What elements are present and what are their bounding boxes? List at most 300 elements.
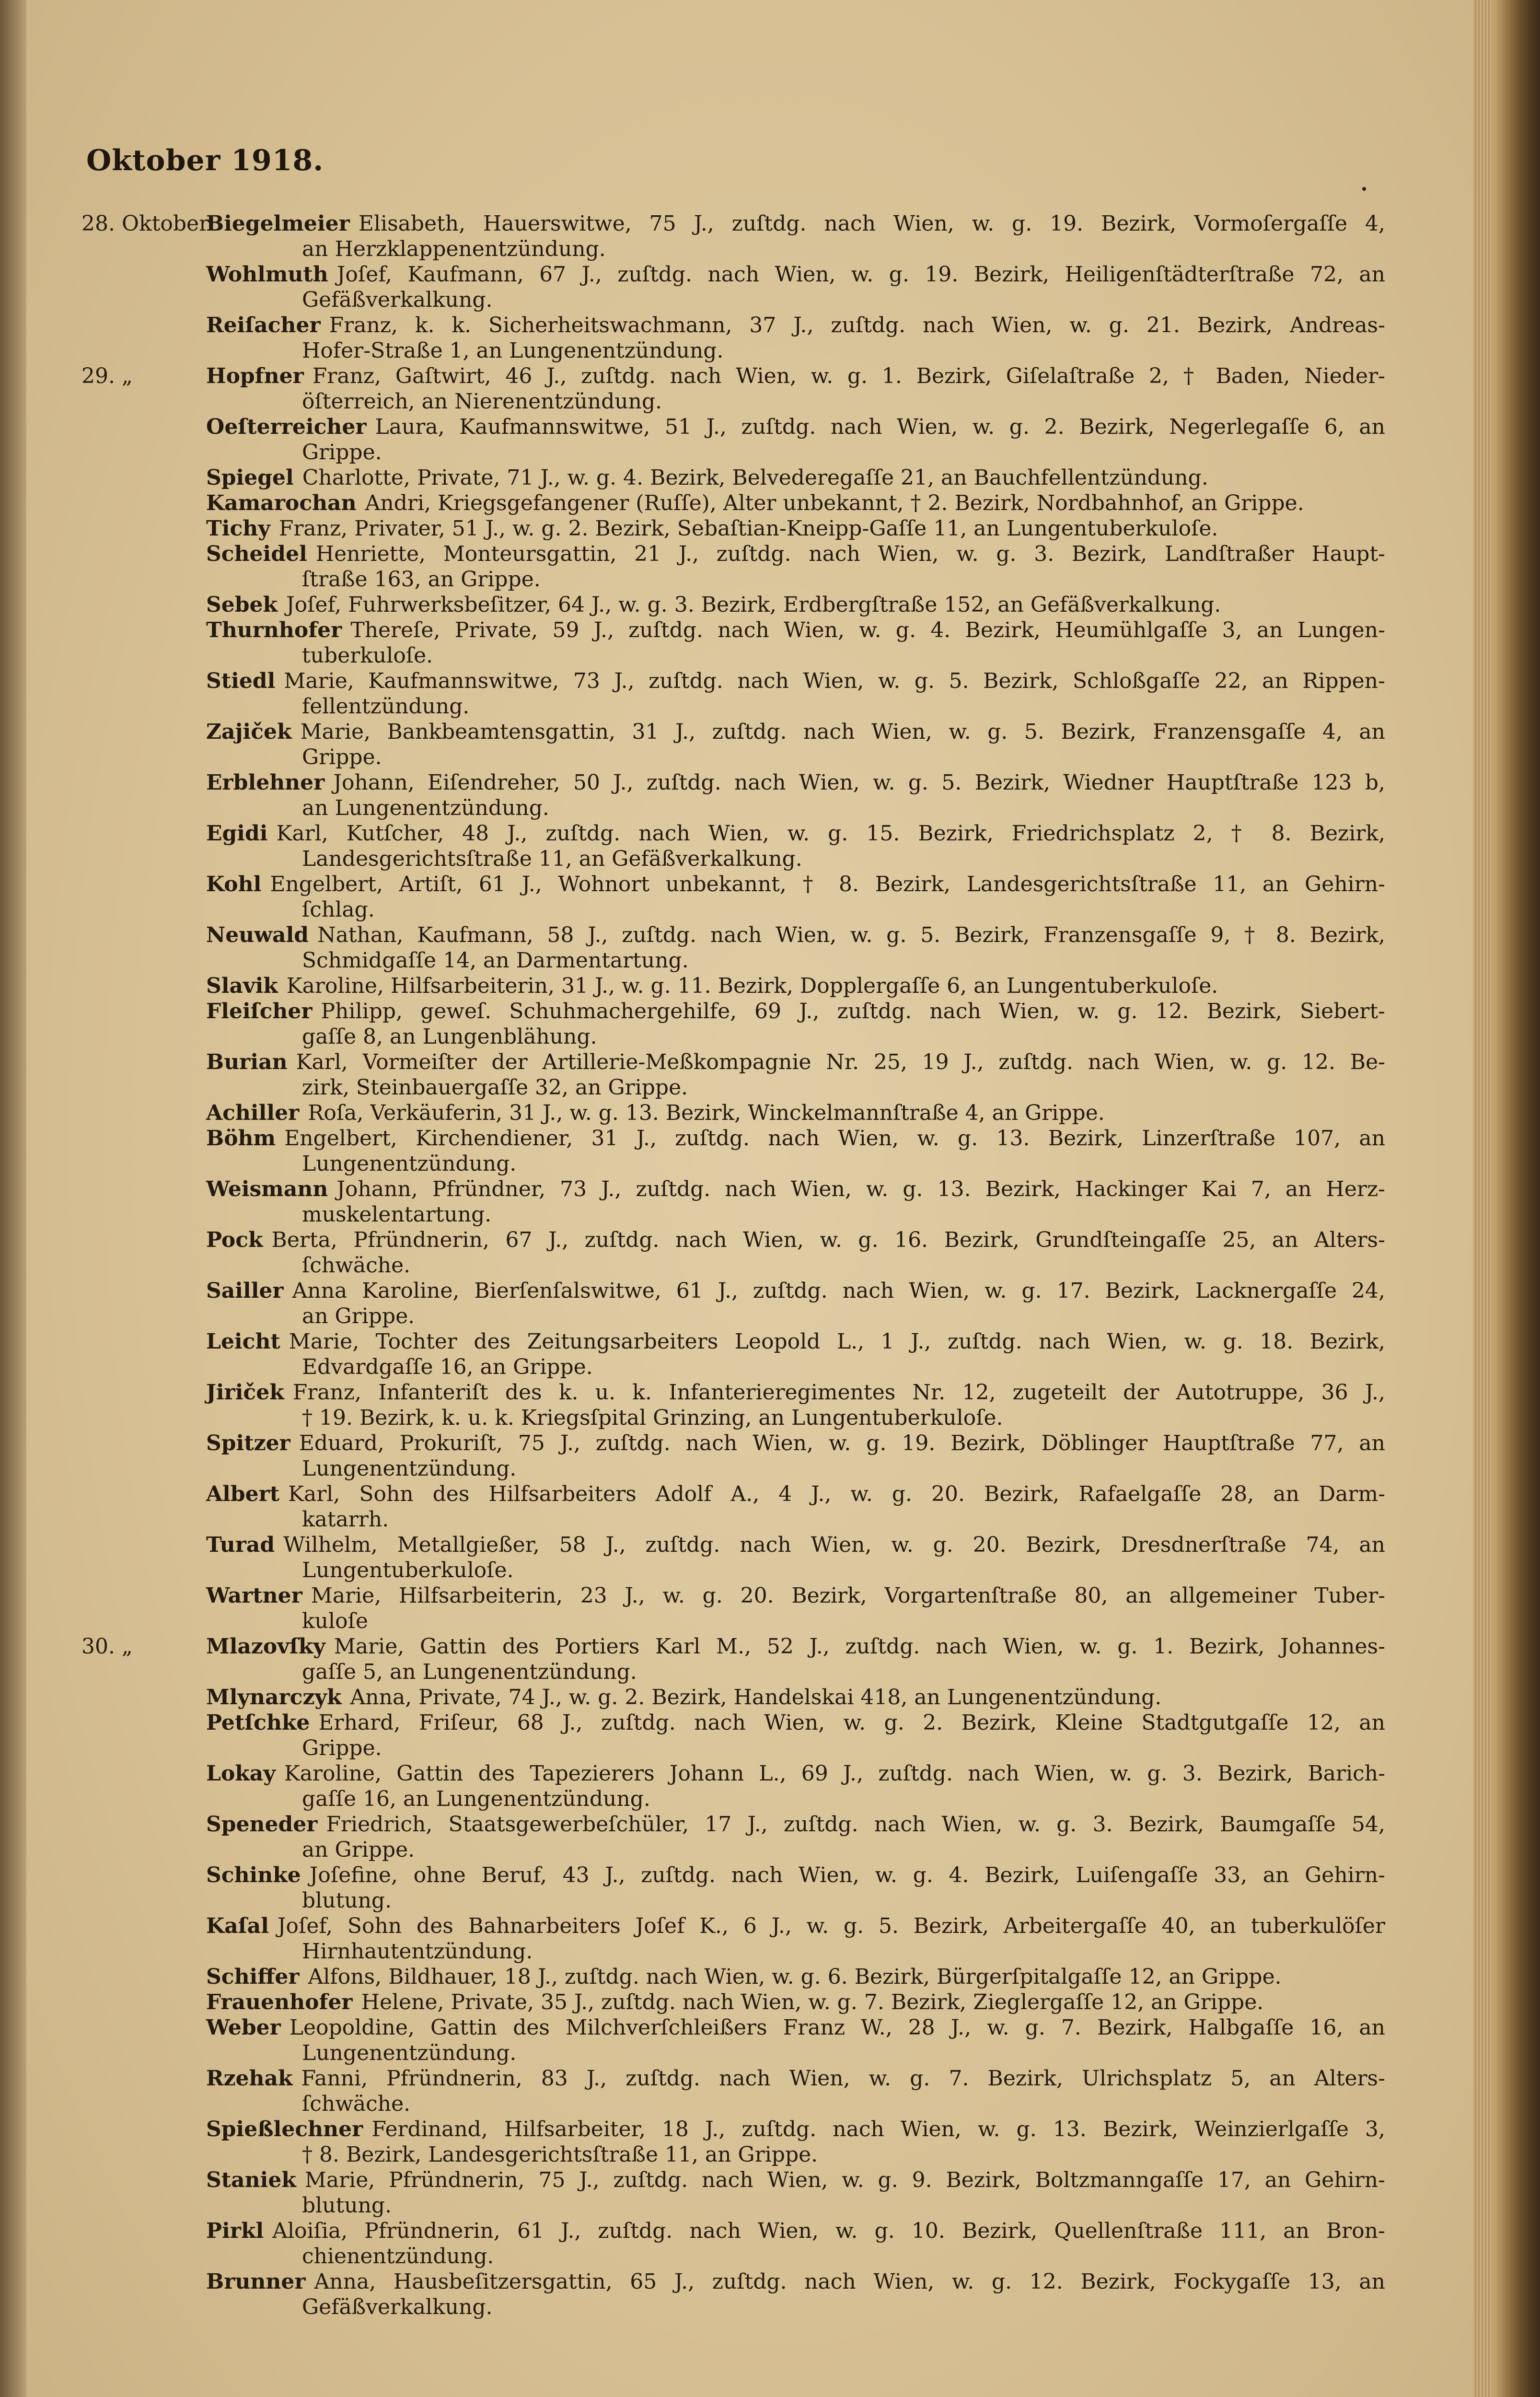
entry-first-line [206,1862,1385,1888]
entry-date: 29. „ [81,364,133,388]
entry-body [206,211,1385,262]
entry-date [81,1685,206,1710]
entry-surname: Mlynarczyk [206,1685,342,1710]
entry-surname: Pock [206,1228,263,1252]
entry-details: Karoline, Hilfsarbeiterin, 31 J., w. g. 11. Bezirk, Dopplergaſſe 6, an Lungentuberkuloſe. [286,974,1218,998]
entry-surname: Neuwald [206,923,309,947]
entry-body [206,1227,1385,1278]
register-entry [81,465,1385,490]
entry-details: Eduard, Prokuriſt, 75 J., zuſtdg. nach Wien, w. g. 19. Bezirk, Döblinger Hauptſtraße 77, an [299,1431,1385,1455]
entry-details: Karl, Sohn des Hilfsarbeiters Adolf A., 4 J., w. g. 20. Bezirk, Rafaelgaſſe 28, an Darm- [288,1482,1385,1506]
register-entry [81,516,1385,541]
entry-continuation: Hofer-Straße 1, an Lungenentzündung. [302,338,724,363]
entry-continuation: öſterreich, an Nierenentzündung. [302,389,662,414]
entry-first-line [206,2167,1385,2193]
entry-first-line [206,262,1385,287]
entry-date [81,1710,206,1761]
entry-body [206,1761,1385,1812]
entry-surname: Leicht [206,1329,280,1354]
entry-first-line [206,1761,1385,1786]
entry-first-line [206,2269,1385,2294]
register-entry [81,592,1385,617]
entry-first-line [206,1227,1385,1253]
page-edges [1473,0,1492,2397]
register-entry [81,2117,1385,2167]
register-entry [81,821,1385,872]
entry-first-line [206,592,1385,617]
entry-continuation: an Herzklappenentzündung. [302,237,606,261]
entry-first-line [206,1990,1385,2015]
entry-first-line [206,1685,1385,1710]
entry-date [81,262,206,313]
entry-date [81,592,206,617]
entry-first-line [206,516,1385,541]
entry-date [81,414,206,465]
entry-body [206,872,1385,922]
entry-body [206,821,1385,872]
entry-details: Joſefine, ohne Beruf, 43 J., zuſtdg. nach Wien, w. g. 4. Bezirk, Luiſengaſſe 33, an Gehirn- [309,1863,1385,1887]
entry-continuation: Lungenentzündung. [302,1152,517,1176]
register-entry [81,1964,1385,1990]
entry-date [81,465,206,490]
entry-body [206,1532,1385,1583]
entry-details: Berta, Pfründnerin, 67 J., zuſtdg. nach Wien, w. g. 16. Bezirk, Grundſteingaſſe 25, an Alters- [271,1228,1385,1252]
entry-date [81,1913,206,1964]
entry-body [206,973,1385,999]
entry-body [206,1685,1385,1710]
entry-details: Franz, Privater, 51 J., w. g. 2. Bezirk, Sebaſtian-Kneipp-Gaſſe 11, an Lungentuberkuloſe. [278,516,1218,541]
entry-details: Franz, k. k. Sicherheitswachmann, 37 J., zuſtdg. nach Wien, w. g. 21. Bezirk, Andreas- [329,313,1385,337]
ink-speck [1362,187,1366,191]
entry-first-line [206,363,1385,389]
entry-body [206,262,1385,313]
entry-first-line [206,2066,1385,2091]
entry-surname: Speneder [206,1812,318,1837]
entry-continuation: Grippe. [302,745,382,769]
entry-body [206,2015,1385,2066]
entry-surname: Burian [206,1050,288,1074]
entry-details: Johann, Eiſendreher, 50 J., zuſtdg. nach Wien, w. g. 5. Bezirk, Wiedner Hauptſtraße 123 b, [333,770,1385,795]
entry-first-line [206,1964,1385,1990]
entry-continuation: Gefäßverkalkung. [302,288,493,312]
register-entry [81,973,1385,999]
entry-first-line [206,1532,1385,1558]
entry-continuation: muskelentartung. [302,1202,492,1227]
entry-body [206,1126,1385,1176]
entry-details: Friedrich, Staatsgewerbeſchüler, 17 J., zuſtdg. nach Wien, w. g. 3. Bezirk, Baumgaſſe 54, [326,1812,1385,1837]
entry-date [81,1761,206,1812]
entry-date [81,1583,206,1634]
entry-first-line [206,490,1385,516]
entry-date [81,2015,206,2066]
entry-date [81,541,206,592]
entry-body [206,2066,1385,2117]
entry-surname: Spitzer [206,1431,290,1455]
entry-date [81,872,206,922]
entry-first-line [206,1049,1385,1075]
entry-details: Helene, Private, 35 J., zuſtdg. nach Wien, w. g. 7. Bezirk, Zieglergaſſe 12, an Grippe. [361,1990,1264,2014]
entry-first-line [206,1100,1385,1126]
entry-details: Joſef, Fuhrwerksbeſitzer, 64 J., w. g. 3. Bezirk, Erdbergſtraße 152, an Gefäßverkalkung. [286,593,1221,617]
entry-body [206,1278,1385,1329]
entry-surname: Weber [206,2015,281,2040]
entry-body [206,541,1385,592]
entry-first-line [206,1913,1385,1939]
entry-surname: Rzehak [206,2066,293,2091]
entry-body [206,1913,1385,1964]
register-entry [81,1532,1385,1583]
entry-details: Philipp, geweſ. Schuhmachergehilfe, 69 J., zuſtdg. nach Wien, w. g. 12. Bezirk, Siebert- [321,999,1385,1024]
entry-surname: Egidi [206,821,268,846]
entry-details: Fanni, Pfründnerin, 83 J., zuſtdg. nach Wien, w. g. 7. Bezirk, Ulrichsplatz 5, an Alters- [301,2066,1385,2091]
entry-surname: Scheidel [206,542,307,566]
entry-surname: Wartner [206,1583,302,1608]
entry-surname: Weismann [206,1177,328,1201]
entry-date [81,1329,206,1380]
entry-surname: Achiller [206,1101,300,1125]
entry-date [81,2167,206,2218]
entry-body [206,1862,1385,1913]
entry-first-line [206,973,1385,999]
entry-first-line [206,1634,1385,1659]
entry-details: Engelbert, Artiſt, 61 J., Wohnort unbekannt, † 8. Bezirk, Landesgerichtsſtraße 11, an Gehirn- [270,872,1385,896]
entry-date [81,1862,206,1913]
register-entry [81,1761,1385,1812]
register-entry [81,262,1385,313]
entry-surname: Reiſacher [206,313,321,337]
entry-continuation: Hirnhautentzündung. [302,1939,533,1964]
entry-details: Aloiſia, Pfründnerin, 61 J., zuſtdg. nach Wien, w. g. 10. Bezirk, Quellenſtraße 111, an Bron- [272,2219,1385,2243]
entry-first-line [206,1380,1385,1405]
register-entry [81,1431,1385,1481]
entry-surname: Lokay [206,1761,276,1786]
entry-details: Marie, Tochter des Zeitungsarbeiters Leopold L., 1 J., zuſtdg. nach Wien, w. g. 18. Bezirk, [289,1329,1385,1354]
entry-first-line [206,541,1385,567]
entry-surname: Pirkl [206,2219,264,2243]
entry-first-line [206,1126,1385,1151]
entry-details: Franz, Infanteriſt des k. u. k. Infanterieregimentes Nr. 12, zugeteilt der Autotruppe, 36 J., [292,1380,1385,1405]
entry-continuation: Landesgerichtsſtraße 11, an Gefäßverkalkung. [302,847,802,871]
entry-details: Engelbert, Kirchendiener, 31 J., zuſtdg. nach Wien, w. g. 13. Bezirk, Linzerſtraße 107, an [284,1126,1385,1151]
entry-first-line [206,1710,1385,1735]
register-entry [81,2167,1385,2218]
entry-surname: Sailler [206,1279,284,1303]
entry-continuation: Schmidgaſſe 14, an Darmentartung. [302,948,689,973]
entry-details: Charlotte, Private, 71 J., w. g. 4. Bezirk, Belvederegaſſe 21, an Bauchfellentzündung. [302,465,1208,490]
entry-continuation: † 8. Bezirk, Landesgerichtsſtraße 11, an Grippe. [302,2142,818,2167]
entry-first-line [206,770,1385,795]
entry-first-line [206,617,1385,643]
entry-continuation: Lungentuberkuloſe. [302,1558,514,1582]
entry-continuation: Lungenentzündung. [302,2041,517,2065]
entry-continuation: an Grippe. [302,1304,415,1328]
entry-continuation: ſchwäche. [302,1253,411,1278]
entry-first-line [206,922,1385,948]
entry-details: Erhard, Friſeur, 68 J., zuſtdg. nach Wien, w. g. 2. Bezirk, Kleine Stadtgutgaſſe 12, an [318,1710,1385,1735]
entry-continuation: ſtraße 163, an Grippe. [302,567,541,592]
entry-surname: Jiriček [206,1380,284,1405]
entry-surname: Kohl [206,872,262,896]
register-entry [81,1913,1385,1964]
entry-continuation: katarrh. [302,1507,389,1532]
register-entry [81,1634,1385,1685]
entry-body [206,363,1385,414]
entry-body [206,770,1385,821]
entry-continuation: † 19. Bezirk, k. u. k. Kriegsſpital Grinzing, an Lungentuberkuloſe. [302,1406,1003,1430]
entry-surname: Biegelmeier [206,211,350,236]
entry-date [81,999,206,1049]
entry-body [206,1812,1385,1862]
entry-first-line [206,1278,1385,1303]
entry-date [81,2269,206,2320]
entry-date [81,2218,206,2269]
entry-body [206,1049,1385,1100]
entry-first-line [206,1583,1385,1608]
entry-surname: Slavik [206,974,278,998]
entry-date: 30. „ [81,1634,133,1659]
entry-date [81,516,206,541]
entry-details: Laura, Kaufmannswitwe, 51 J., zuſtdg. nach Wien, w. g. 2. Bezirk, Negerlegaſſe 6, an [375,415,1385,439]
entry-continuation: kuloſe [302,1609,368,1633]
register-entry [81,2269,1385,2320]
entry-body [206,1583,1385,1634]
register-entry [81,668,1385,719]
entry-continuation: ſchwäche. [302,2092,411,2116]
entry-first-line [206,719,1385,745]
entry-body [206,999,1385,1049]
entry-details: Karl, Kutſcher, 48 J., zuſtdg. nach Wien, w. g. 15. Bezirk, Friedrichsplatz 2, † 8. Bezirk, [276,821,1385,846]
entry-continuation: gaſſe 16, an Lungenentzündung. [302,1787,650,1811]
register-entry [81,770,1385,821]
entry-details: Elisabeth, Hauerswitwe, 75 J., zuſtdg. nach Wien, w. g. 19. Bezirk, Vormoſergaſſe 4, [358,211,1385,236]
entry-body [206,2167,1385,2218]
entry-body [206,1431,1385,1481]
entry-details: Wilhelm, Metallgießer, 58 J., zuſtdg. nach Wien, w. g. 20. Bezirk, Dresdnerſtraße 74, an [283,1533,1385,1557]
entry-details: Leopoldine, Gattin des Milchverſchleißers Franz W., 28 J., w. g. 7. Bezirk, Halbgaſſe 16, an [289,2015,1385,2040]
register-entry [81,211,1385,262]
entry-body [206,617,1385,668]
register-entry [81,1862,1385,1913]
entry-first-line [206,1481,1385,1507]
entry-continuation: an Grippe. [302,1838,415,1862]
entry-first-line [206,465,1385,490]
entry-body [206,2218,1385,2269]
entry-details: Henriette, Monteursgattin, 21 J., zuſtdg. nach Wien, w. g. 3. Bezirk, Landſtraßer Haupt- [315,542,1385,566]
entry-body [206,1176,1385,1227]
register-entry [81,922,1385,973]
entry-first-line [206,2117,1385,2142]
entry-continuation: Lungenentzündung. [302,1456,517,1481]
entry-surname: Oeſterreicher [206,415,367,439]
entry-surname: Staniek [206,2168,296,2192]
entry-first-line [206,668,1385,694]
register-entry [81,1481,1385,1532]
entry-details: Marie, Kaufmannswitwe, 73 J., zuſtdg. nach Wien, w. g. 5. Bezirk, Schloßgaſſe 22, an Rippen- [284,669,1385,693]
register-entry [81,313,1385,363]
entry-body [206,490,1385,516]
register-entry [81,999,1385,1049]
register-entry [81,2066,1385,2117]
entry-surname: Erblehner [206,770,325,795]
entry-details: Anna Karoline, Bierſenſalswitwe, 61 J., zuſtdg. nach Wien, w. g. 17. Bezirk, Lacknergaſſe 24, [292,1279,1385,1303]
entry-first-line [206,1176,1385,1202]
entry-surname: Böhm [206,1126,276,1151]
entry-first-line [206,1329,1385,1354]
register-entry [81,1710,1385,1761]
entry-date [81,719,206,770]
entry-body [206,719,1385,770]
entry-date [81,1049,206,1100]
register-entry [81,1329,1385,1380]
entry-surname: Sebek [206,593,278,617]
register-entry [81,719,1385,770]
entry-details: Thereſe, Private, 59 J., zuſtdg. nach Wien, w. g. 4. Bezirk, Heumühlgaſſe 3, an Lungen- [350,618,1385,642]
entry-body [206,1710,1385,1761]
entry-first-line [206,821,1385,846]
entry-body [206,1329,1385,1380]
entry-surname: Mlazovſky [206,1634,325,1659]
register-entry [81,617,1385,668]
entry-details: Anna, Private, 74 J., w. g. 2. Bezirk, Handelskai 418, an Lungenentzündung. [350,1685,1162,1710]
entry-continuation: Edvardgaſſe 16, an Grippe. [302,1355,593,1379]
entry-details: Karoline, Gattin des Tapezierers Johann L., 69 J., zuſtdg. nach Wien, w. g. 3. Bezirk, Barich- [284,1761,1385,1786]
register-entry [81,1583,1385,1634]
register-entry [81,2218,1385,2269]
entry-continuation: fellentzündung. [302,694,470,719]
entry-body [206,465,1385,490]
entry-surname: Schinke [206,1863,301,1887]
entry-continuation: blutung. [302,2193,392,2218]
entry-details: Ferdinand, Hilfsarbeiter, 18 J., zuſtdg. nach Wien, w. g. 13. Bezirk, Weinzierlgaſſe 3, [371,2117,1385,2141]
entry-details: Roſa, Verkäuferin, 31 J., w. g. 13. Bezirk, Winckelmannſtraße 4, an Grippe. [308,1101,1105,1125]
entry-surname: Wohlmuth [206,262,328,287]
entry-body [206,2117,1385,2167]
register-entry [81,872,1385,922]
book-spine-left [0,0,26,2397]
entry-first-line [206,313,1385,338]
entry-details: Johann, Pfründner, 73 J., zuſtdg. nach Wien, w. g. 13. Bezirk, Hackinger Kai 7, an Herz- [336,1177,1385,1201]
entry-details: Marie, Pfründnerin, 75 J., zuſtdg. nach Wien, w. g. 9. Bezirk, Boltzmanngaſſe 17, an Gehirn- [304,2168,1385,2192]
entry-surname: Kaſal [206,1914,269,1938]
register-entry [81,1126,1385,1176]
entry-date [81,1100,206,1126]
entry-date [81,1380,206,1431]
entry-body [206,1481,1385,1532]
entry-date [81,617,206,668]
entry-body [206,1964,1385,1990]
entry-continuation: blutung. [302,1888,392,1913]
entry-body [206,313,1385,363]
entry-date [81,1176,206,1227]
entry-details: Joſef, Kaufmann, 67 J., zuſtdg. nach Wien, w. g. 19. Bezirk, Heiligenſtädterſtraße 72, an [336,262,1385,287]
entry-details: Nathan, Kaufmann, 58 J., zuſtdg. nach Wien, w. g. 5. Bezirk, Franzensgaſſe 9, † 8. Bezirk, [317,923,1385,947]
entry-body [206,1990,1385,2015]
entry-first-line [206,1812,1385,1837]
register-entry [81,541,1385,592]
entry-continuation: Gefäßverkalkung. [302,2295,493,2319]
entry-date [81,1964,206,1990]
register-entry [81,414,1385,465]
entry-continuation: gaſſe 8, an Lungenblähung. [302,1024,597,1049]
entry-surname: Zajiček [206,720,292,744]
entry-date [81,1532,206,1583]
entry-surname: Albert [206,1482,280,1506]
entry-date [81,2117,206,2167]
entry-first-line [206,2015,1385,2040]
entry-details: Joſef, Sohn des Bahnarbeiters Joſef K., 6 J., w. g. 5. Bezirk, Arbeitergaſſe 40, an tuberkulöſer [277,1914,1385,1938]
entry-date [81,2066,206,2117]
entry-details: Karl, Vormeiſter der Artillerie-Meßkompagnie Nr. 25, 19 J., zuſtdg. nach Wien, w. g. 12. Be- [296,1050,1385,1074]
entry-body [206,592,1385,617]
entry-date [81,973,206,999]
entry-first-line [206,999,1385,1024]
register-entry [81,1812,1385,1862]
entry-continuation: Grippe. [302,440,382,465]
entry-date [81,922,206,973]
entry-body [206,516,1385,541]
entry-surname: Petſchke [206,1710,310,1735]
entry-surname: Fleiſcher [206,999,313,1024]
register-entry [81,1049,1385,1100]
register-entry [81,1227,1385,1278]
entry-surname: Schiffer [206,1965,300,1989]
register-entry [81,2015,1385,2066]
entry-details: Marie, Gattin des Portiers Karl M., 52 J., zuſtdg. nach Wien, w. g. 1. Bezirk, Johannes- [334,1634,1385,1659]
entry-surname: Spiegel [206,465,294,490]
entry-body [206,668,1385,719]
entry-date [81,1227,206,1278]
entry-body [206,922,1385,973]
entry-date [81,821,206,872]
entry-date [81,1481,206,1532]
entry-date: 28. Oktober [81,211,209,236]
entry-details: Alfons, Bildhauer, 18 J., zuſtdg. nach Wien, w. g. 6. Bezirk, Bürgerſpitalgaſſe 12, an Grippe. [308,1965,1282,1989]
entry-surname: Thurnhofer [206,618,342,642]
book-spine-right [1492,0,1540,2397]
entry-details: Marie, Hilfsarbeiterin, 23 J., w. g. 20. Bezirk, Vorgartenſtraße 80, an allgemeiner Tuber- [311,1583,1385,1608]
entry-body [206,1634,1385,1685]
entry-surname: Brunner [206,2269,306,2294]
entry-continuation: gaſſe 5, an Lungenentzündung. [302,1660,637,1684]
register-entry [81,1278,1385,1329]
entry-details: Andri, Kriegsgefangener (Ruſſe), Alter unbekannt, † 2. Bezirk, Nordbahnhof, an Grippe. [365,491,1304,515]
page-header: Oktober 1918. [86,144,324,177]
entry-first-line [206,2218,1385,2244]
entry-continuation: chienentzündung. [302,2244,494,2269]
entry-first-line [206,872,1385,897]
entry-date [81,490,206,516]
entry-first-line [206,1431,1385,1456]
entry-date [81,1990,206,2015]
entry-date [81,1812,206,1862]
entry-details: Marie, Bankbeamtensgattin, 31 J., zuſtdg. nach Wien, w. g. 5. Bezirk, Franzensgaſſe 4, an [300,720,1385,744]
entry-body [206,1380,1385,1431]
entry-continuation: Grippe. [302,1736,382,1760]
entry-continuation: zirk, Steinbauergaſſe 32, an Grippe. [302,1075,688,1100]
register-entry [81,363,1385,414]
entry-date [81,770,206,821]
entry-date [81,1278,206,1329]
entry-body [206,414,1385,465]
register-entry [81,1685,1385,1710]
entry-date [81,313,206,363]
entry-surname: Hopfner [206,364,304,388]
entry-date [81,1126,206,1176]
entry-details: Anna, Hausbeſitzersgattin, 65 J., zuſtdg. nach Wien, w. g. 12. Bezirk, Fockygaſſe 13, an [314,2269,1385,2294]
entry-surname: Stiedl [206,669,276,693]
entry-continuation: tuberkuloſe. [302,643,433,668]
entry-body [206,1100,1385,1126]
